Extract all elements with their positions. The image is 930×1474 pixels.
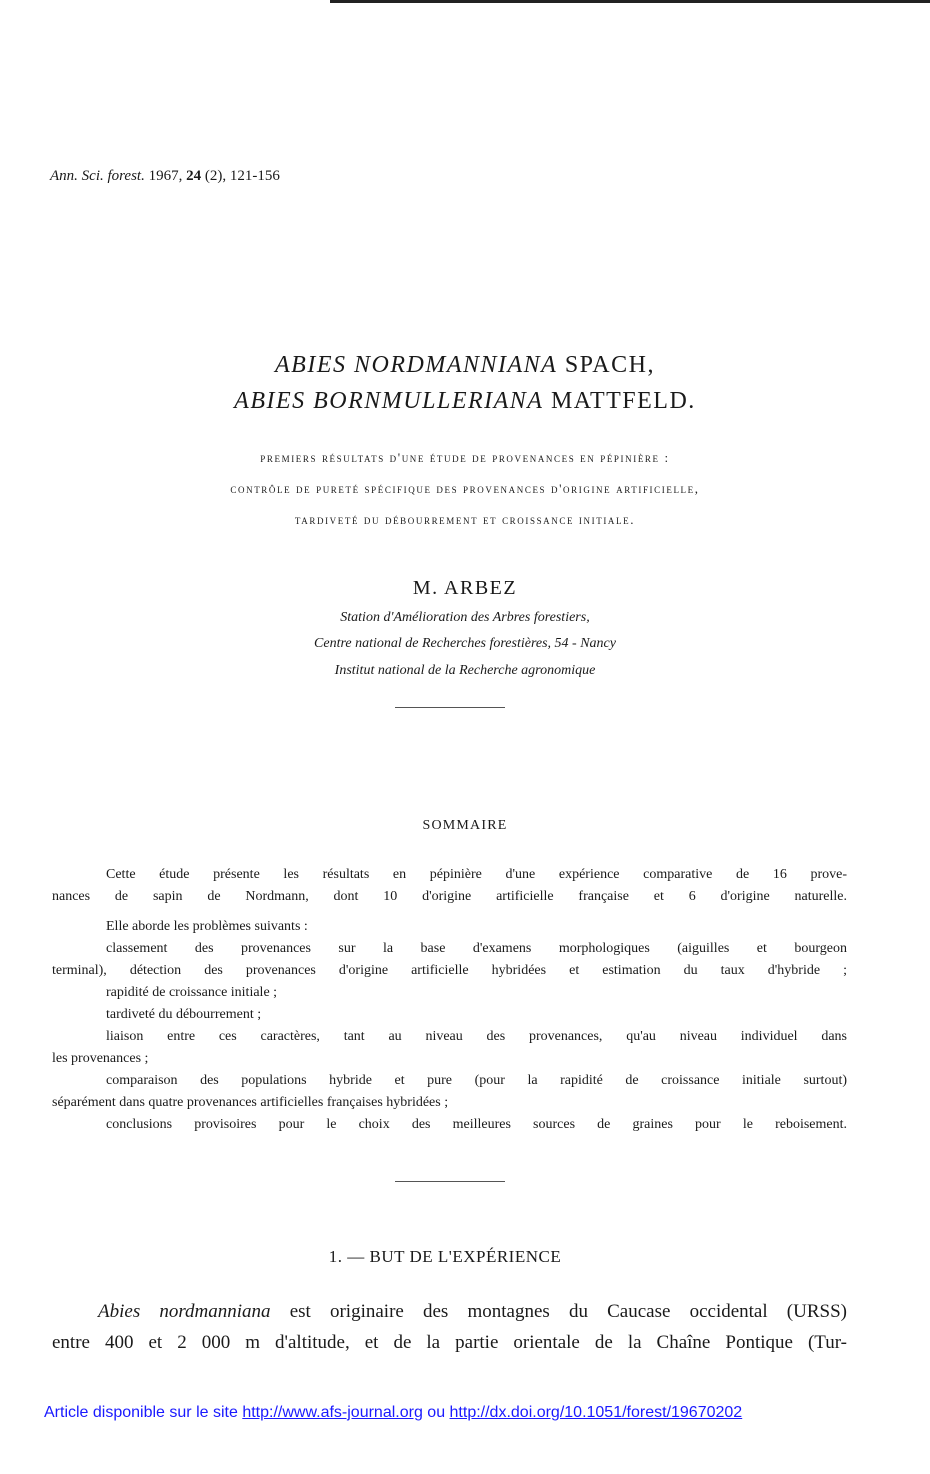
- affiliation-line-2: Centre national de Recherches forestières, 54 - Nancy: [314, 636, 616, 651]
- abstract: [52, 864, 847, 1136]
- footer: [44, 1404, 742, 1422]
- abstract-text-line: Cette étude présente les résultats en pépinière d'une expérience comparative de 16 prove-: [106, 867, 847, 882]
- title-species-2: ABIES BORNMULLERIANA: [234, 388, 544, 414]
- footer-prefix: Article disponible sur le site: [44, 1404, 243, 1421]
- abstract-item-line: comparaison des populations hybride et pure (pour la rapidité de croissance initiale surtout): [106, 1073, 847, 1088]
- affiliation-line-1: Station d'Amélioration des Arbres forestiers,: [340, 610, 590, 625]
- abstract-item-line: classement des provenances sur la base d'examens morphologiques (aiguilles et bourgeon: [106, 941, 847, 956]
- citation-year: 1967,: [148, 168, 183, 184]
- doi-link[interactable]: http://dx.doi.org/10.1051/forest/19670202: [449, 1404, 743, 1421]
- subtitle-line-1: premiers résultats d'une étude de provenances en pépinière :: [260, 450, 670, 465]
- body-text: [52, 1296, 847, 1358]
- citation: [50, 168, 280, 185]
- species-name: Abies nordmanniana: [98, 1301, 271, 1322]
- abstract-text-line: nances de sapin de Nordmann, dont 10 d'origine artificielle française et 6 d'origine naturelle.: [52, 889, 847, 904]
- title-line-1: [0, 352, 930, 379]
- citation-volume: 24: [186, 168, 202, 184]
- body-line-2: entre 400 et 2 000 m d'altitude, et de la partie orientale de la Chaîne Pontique (Tur-: [52, 1332, 847, 1353]
- body-line-1-text: est originaire des montagnes du Caucase occidental (URSS): [270, 1301, 847, 1322]
- citation-journal: Ann. Sci. forest.: [50, 168, 145, 184]
- abstract-item-line: les provenances ;: [52, 1051, 149, 1066]
- abstract-item-line: liaison entre ces caractères, tant au niveau des provenances, qu'au niveau individuel dans: [106, 1029, 847, 1044]
- title-author-2: MATTFELD.: [550, 388, 696, 414]
- footer-middle: ou: [422, 1404, 450, 1421]
- abstract-item-line: séparément dans quatre provenances artificielles françaises hybridées ;: [52, 1095, 449, 1110]
- author-name: M. ARBEZ: [412, 577, 518, 599]
- citation-issue-pages: (2), 121-156: [204, 168, 280, 184]
- abstract-item-line: terminal), détection des provenances d'origine artificielle hybridées et estimation du taux d'hybride ;: [52, 963, 847, 978]
- abstract-item-line: conclusions provisoires pour le choix des meilleures sources de graines pour le reboisement.: [106, 1117, 847, 1132]
- title-line-2: [0, 388, 930, 415]
- separator-rule: [395, 707, 505, 708]
- title-species-1: ABIES NORDMANNIANA: [275, 352, 558, 378]
- body-line-1: [52, 1296, 847, 1327]
- subtitle-line-2: contrôle de pureté spécifique des provenances d'origine artificielle,: [230, 481, 700, 496]
- abstract-item-line: tardiveté du débourrement ;: [106, 1007, 262, 1022]
- separator-rule: [395, 1181, 505, 1182]
- affiliation-line-3: Institut national de la Recherche agronomique: [334, 663, 596, 678]
- section-heading: 1. — BUT DE L'EXPÉRIENCE: [328, 1247, 562, 1266]
- top-rule: [330, 0, 930, 3]
- subtitle-line-3: tardiveté du débourrement et croissance initiale.: [294, 512, 636, 527]
- title-author-1: SPACH,: [564, 352, 655, 378]
- journal-link[interactable]: http://www.afs-journal.org: [242, 1404, 423, 1421]
- abstract-item-line: rapidité de croissance initiale ;: [106, 985, 278, 1000]
- sommaire-heading: SOMMAIRE: [422, 818, 508, 833]
- abstract-intro: Elle aborde les problèmes suivants :: [106, 919, 308, 934]
